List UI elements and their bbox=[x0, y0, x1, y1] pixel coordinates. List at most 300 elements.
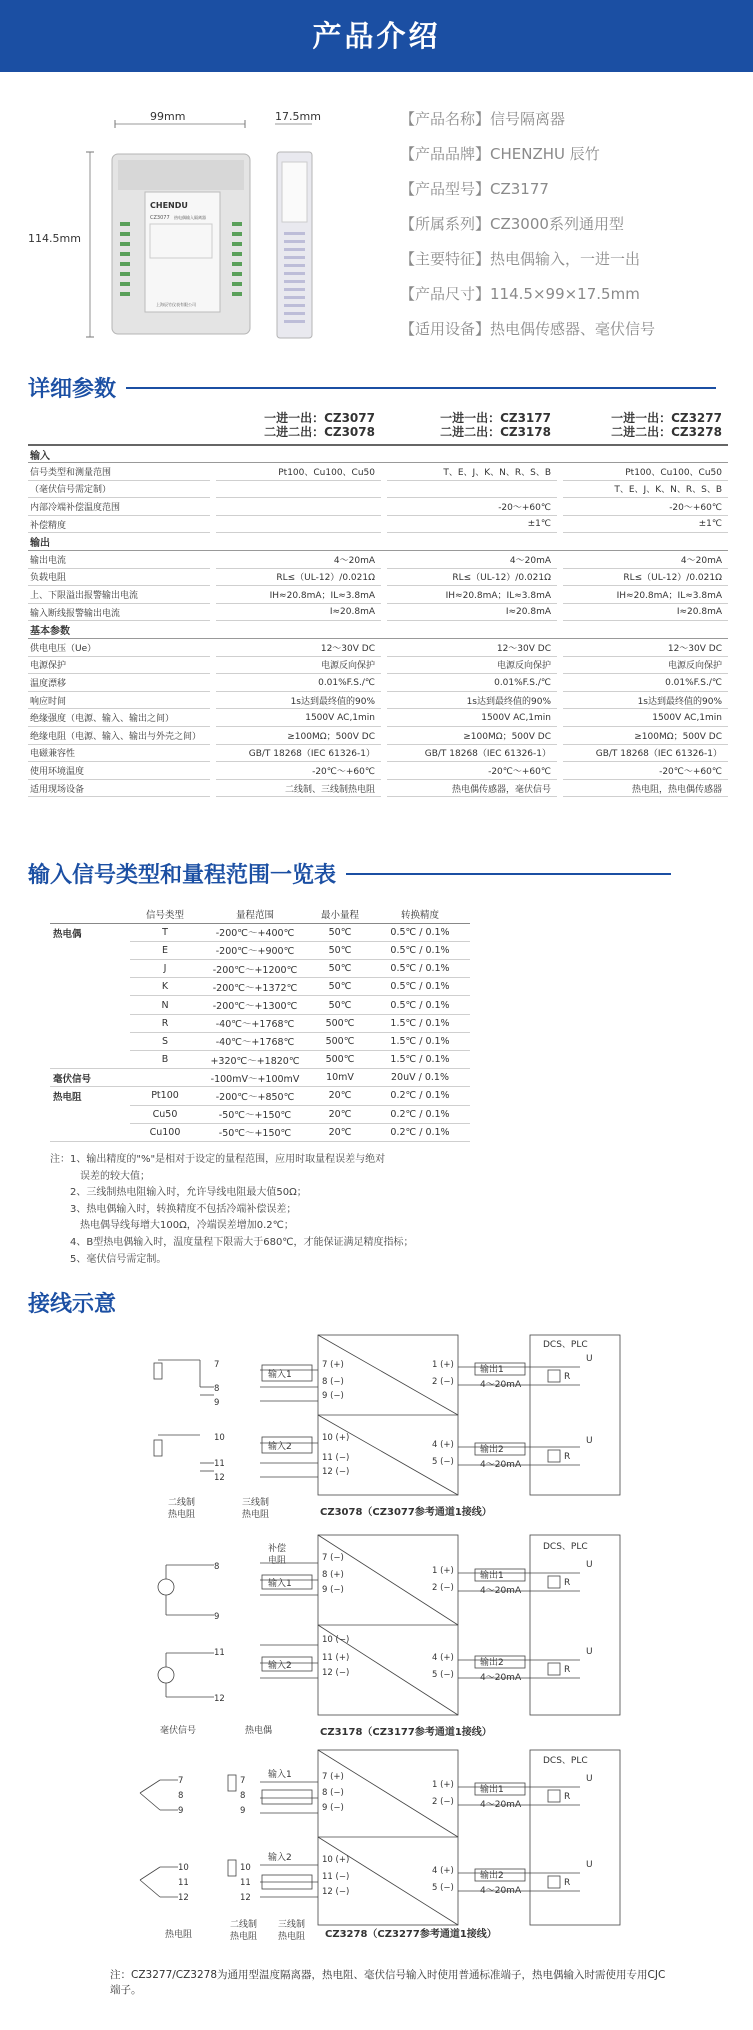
ranges-cell: -200℃～+400℃ bbox=[200, 923, 310, 941]
param-value: Pt100、Cu100、Cu50 bbox=[563, 463, 728, 481]
svg-text:10: 10 bbox=[178, 1863, 189, 1873]
ranges-header-row bbox=[50, 905, 470, 923]
param-label: 绝缘强度（电源、输入、输出之间） bbox=[28, 709, 210, 727]
param-value: RL≤（UL-12）/0.021Ω bbox=[563, 568, 728, 586]
param-value bbox=[216, 498, 381, 516]
supply-uo-label: U bbox=[586, 1436, 593, 1446]
svg-text:11: 11 bbox=[214, 1648, 225, 1658]
svg-text:1 (+): 1 (+) bbox=[432, 1566, 454, 1576]
svg-text:4 (+): 4 (+) bbox=[432, 1440, 454, 1450]
product-label-maker: 上海辰竹仪表有限公司 bbox=[156, 302, 196, 307]
svg-text:7: 7 bbox=[240, 1776, 246, 1786]
svg-text:4 (+): 4 (+) bbox=[432, 1866, 454, 1876]
ranges-cell: 50℃ bbox=[310, 996, 370, 1014]
param-value bbox=[387, 480, 557, 498]
param-label: 绝缘电阻（电源、输入、输出与外壳之间） bbox=[28, 727, 210, 745]
info-value: 热电偶输入，一进一出 bbox=[490, 250, 641, 268]
param-value: ±1℃ bbox=[563, 515, 728, 533]
info-row bbox=[400, 108, 745, 143]
svg-text:7 (−): 7 (−) bbox=[322, 1553, 344, 1563]
product-label-name: 热电偶输入隔离器 bbox=[174, 215, 206, 220]
sensor-label: 热电偶 bbox=[245, 1726, 273, 1736]
ranges-cell: K bbox=[130, 978, 200, 996]
sensor-label: 毫伏信号 bbox=[160, 1726, 197, 1736]
ranges-cell: 1.5℃ / 0.1% bbox=[370, 1032, 470, 1050]
comp-label: 补偿 bbox=[268, 1544, 287, 1554]
svg-text:5 (−): 5 (−) bbox=[432, 1457, 454, 1467]
param-value: IH≈20.8mA；IL≈3.8mA bbox=[216, 586, 381, 604]
col-header-line: 二进二出：CZ3178 bbox=[440, 424, 551, 439]
table-row bbox=[28, 480, 728, 498]
col-header-line: 二进二出：CZ3278 bbox=[611, 424, 722, 439]
info-value: CZ3000系列通用型 bbox=[490, 215, 624, 233]
ranges-cell: 50℃ bbox=[310, 960, 370, 978]
sensor-label: 三线制 bbox=[278, 1920, 306, 1930]
ranges-cell: R bbox=[130, 1014, 200, 1032]
wiring-diagram-cz3278 bbox=[140, 1750, 620, 1925]
ranges-cell: 500℃ bbox=[310, 1032, 370, 1050]
ranges-group-spacer bbox=[50, 1032, 130, 1050]
supply-uo-label: U bbox=[586, 1647, 593, 1657]
ranges-cell: 500℃ bbox=[310, 1014, 370, 1032]
ranges-group-title: 热电阻 bbox=[53, 1092, 82, 1104]
output-range: 4～20mA bbox=[480, 1886, 522, 1896]
table-row bbox=[28, 568, 728, 586]
dim-depth-label: 17.5mm bbox=[275, 110, 321, 123]
ranges-cell: 0.5℃ / 0.1% bbox=[370, 923, 470, 941]
svg-text:12: 12 bbox=[214, 1473, 225, 1483]
output-range: 4～20mA bbox=[480, 1800, 522, 1810]
table-row bbox=[28, 656, 728, 674]
svg-text:2 (−): 2 (−) bbox=[432, 1797, 454, 1807]
ranges-cell: 10mV bbox=[310, 1069, 370, 1087]
ranges-cell: -200℃～+850℃ bbox=[200, 1087, 310, 1105]
table-row bbox=[50, 1051, 470, 1069]
ranges-cell: -200℃～+1300℃ bbox=[200, 996, 310, 1014]
params-header-row bbox=[28, 405, 728, 445]
info-value: CZ3177 bbox=[490, 180, 549, 198]
ranges-group-spacer bbox=[50, 1051, 130, 1069]
svg-text:8 (+): 8 (+) bbox=[322, 1570, 344, 1580]
info-row bbox=[400, 213, 745, 248]
wiring-diagram-cz3178 bbox=[158, 1535, 620, 1715]
param-label: 负载电阻 bbox=[28, 568, 210, 586]
ranges-cell: 0.5℃ / 0.1% bbox=[370, 996, 470, 1014]
param-label: 信号类型和测量范围 bbox=[28, 463, 210, 481]
ranges-cell: -50℃～+150℃ bbox=[200, 1105, 310, 1123]
param-label: 补偿精度 bbox=[28, 515, 210, 533]
svg-text:9 (−): 9 (−) bbox=[322, 1391, 344, 1401]
info-row bbox=[400, 283, 745, 318]
table-row bbox=[50, 941, 470, 959]
param-value: 二线制、三线制热电阻 bbox=[216, 779, 381, 797]
ranges-cell: -50℃～+150℃ bbox=[200, 1123, 310, 1141]
ranges-section-title: 输入信号类型和量程范围一览表 bbox=[28, 863, 337, 888]
ranges-cell: -200℃～+1200℃ bbox=[200, 960, 310, 978]
product-info-list bbox=[400, 108, 745, 353]
param-label: 温度漂移 bbox=[28, 674, 210, 692]
svg-text:11: 11 bbox=[240, 1878, 251, 1888]
table-row bbox=[50, 1069, 470, 1087]
output-2-label: 输出2 bbox=[480, 1445, 504, 1455]
load-rl-label: R bbox=[564, 1578, 571, 1588]
param-label: 输出电流 bbox=[28, 551, 210, 569]
info-key: 【产品尺寸】 bbox=[400, 285, 491, 303]
table-row bbox=[28, 586, 728, 604]
note-line: 热电偶导线每增大100Ω，冷端误差增加0.2℃； bbox=[50, 1220, 294, 1232]
diagram-caption: CZ3178（CZ3177参考通道1接线） bbox=[320, 1727, 492, 1738]
param-label: 供电电压（Ue） bbox=[28, 639, 210, 657]
svg-text:10: 10 bbox=[214, 1433, 225, 1443]
svg-text:7: 7 bbox=[214, 1360, 220, 1370]
ranges-col-header: 量程范围 bbox=[200, 905, 310, 923]
wiring-diagrams bbox=[0, 1325, 753, 1945]
param-value: 电源反向保护 bbox=[563, 656, 728, 674]
note-line: 4、B型热电偶输入时，温度量程下限需大于680℃，才能保证满足精度指标； bbox=[50, 1236, 414, 1248]
param-label: （毫伏信号需定制） bbox=[28, 480, 210, 498]
param-label: 电源保护 bbox=[28, 656, 210, 674]
output-range: 4～20mA bbox=[480, 1673, 522, 1683]
section-divider bbox=[346, 873, 671, 875]
input-2-label: 输入2 bbox=[268, 1442, 292, 1452]
table-row bbox=[28, 515, 728, 533]
ranges-group-spacer bbox=[50, 1105, 130, 1123]
supply-uo-label: U bbox=[586, 1860, 593, 1870]
param-value: 1500V AC,1min bbox=[387, 709, 557, 727]
ranges-cell: 1.5℃ / 0.1% bbox=[370, 1051, 470, 1069]
output-1-label: 输出1 bbox=[480, 1571, 504, 1581]
dcs-label: DCS、PLC bbox=[543, 1542, 588, 1552]
table-row bbox=[50, 923, 470, 941]
input-2-label: 输入2 bbox=[268, 1661, 292, 1671]
sensor-label: 热电阻 bbox=[168, 1510, 196, 1520]
svg-text:10 (−): 10 (−) bbox=[322, 1635, 350, 1645]
svg-text:11: 11 bbox=[214, 1459, 225, 1469]
svg-text:11: 11 bbox=[178, 1878, 189, 1888]
param-value: ≥100MΩ；500V DC bbox=[387, 727, 557, 745]
output-range: 4～20mA bbox=[480, 1586, 522, 1596]
param-value: I≈20.8mA bbox=[387, 603, 557, 621]
ranges-cell: 0.5℃ / 0.1% bbox=[370, 978, 470, 996]
col-header-line: 二进二出：CZ3078 bbox=[264, 424, 375, 439]
svg-text:12 (−): 12 (−) bbox=[322, 1668, 350, 1678]
table-row bbox=[28, 498, 728, 516]
param-label: 适用现场设备 bbox=[28, 779, 210, 797]
ranges-cell: 20℃ bbox=[310, 1123, 370, 1141]
ranges-cell: Pt100 bbox=[130, 1087, 200, 1105]
ranges-cell: B bbox=[130, 1051, 200, 1069]
table-row bbox=[28, 709, 728, 727]
info-key: 【主要特征】 bbox=[400, 250, 491, 268]
param-value: 1500V AC,1min bbox=[216, 709, 381, 727]
svg-text:12: 12 bbox=[178, 1893, 189, 1903]
ranges-cell: 0.2℃ / 0.1% bbox=[370, 1123, 470, 1141]
svg-text:7 (+): 7 (+) bbox=[322, 1772, 344, 1782]
table-row bbox=[50, 1014, 470, 1032]
param-value: -20～+60℃ bbox=[563, 498, 728, 516]
info-value: 热电偶传感器、毫伏信号 bbox=[490, 320, 656, 338]
param-value: 0.01%F.S./℃ bbox=[387, 674, 557, 692]
info-row bbox=[400, 248, 745, 283]
sensor-label: 二线制 bbox=[168, 1498, 196, 1508]
dim-width-label: 99mm bbox=[150, 110, 186, 123]
wiring-diagram-cz3078 bbox=[154, 1335, 620, 1495]
svg-text:9: 9 bbox=[214, 1398, 220, 1408]
note-line: 误差的较大值； bbox=[50, 1170, 150, 1182]
param-value: -20～+60℃ bbox=[387, 498, 557, 516]
ranges-group-spacer bbox=[50, 1123, 130, 1141]
param-value: ±1℃ bbox=[387, 515, 557, 533]
ranges-col-header: 最小量程 bbox=[310, 905, 370, 923]
sensor-label: 热电阻 bbox=[230, 1932, 258, 1942]
ranges-section-header bbox=[28, 858, 671, 889]
supply-uo-label: U bbox=[586, 1560, 593, 1570]
dcs-label: DCS、PLC bbox=[543, 1340, 588, 1350]
table-row bbox=[50, 1087, 470, 1105]
param-value: I≈20.8mA bbox=[216, 603, 381, 621]
ranges-group-spacer bbox=[50, 996, 130, 1014]
diagram-caption: CZ3078（CZ3077参考通道1接线） bbox=[320, 1507, 492, 1518]
param-value: 12～30V DC bbox=[563, 639, 728, 657]
param-value: 1s达到最终值的90% bbox=[387, 691, 557, 709]
info-value: 114.5×99×17.5mm bbox=[490, 285, 640, 303]
ranges-cell: +320℃～+1820℃ bbox=[200, 1051, 310, 1069]
svg-text:4 (+): 4 (+) bbox=[432, 1653, 454, 1663]
param-value: 0.01%F.S./℃ bbox=[216, 674, 381, 692]
ranges-cell: N bbox=[130, 996, 200, 1014]
params-group-title: 输入 bbox=[28, 445, 728, 463]
param-value: T、E、J、K、N、R、S、B bbox=[563, 480, 728, 498]
ranges-cell: -200℃～+1372℃ bbox=[200, 978, 310, 996]
param-value: 12～30V DC bbox=[387, 639, 557, 657]
input-2-label: 输入2 bbox=[268, 1853, 292, 1863]
output-2-label: 输出2 bbox=[480, 1871, 504, 1881]
ranges-cell: 0.2℃ / 0.1% bbox=[370, 1105, 470, 1123]
param-value: GB/T 18268（IEC 61326-1） bbox=[563, 744, 728, 762]
table-row bbox=[50, 960, 470, 978]
info-key: 【产品名称】 bbox=[400, 110, 491, 128]
svg-text:12: 12 bbox=[240, 1893, 251, 1903]
load-rl-label: R bbox=[564, 1372, 571, 1382]
input-1-label: 输入1 bbox=[268, 1370, 292, 1380]
product-label-model: CZ3077 bbox=[150, 215, 170, 221]
table-row bbox=[50, 1123, 470, 1141]
ranges-group-spacer bbox=[50, 941, 130, 959]
ranges-cell: -200℃～+900℃ bbox=[200, 941, 310, 959]
wiring-section-title: 接线示意 bbox=[28, 1292, 117, 1317]
ranges-cell bbox=[130, 1069, 200, 1087]
ranges-cell: T bbox=[130, 923, 200, 941]
params-group-row bbox=[28, 445, 728, 463]
ranges-cell: -40℃～+1768℃ bbox=[200, 1032, 310, 1050]
param-value: 12～30V DC bbox=[216, 639, 381, 657]
param-label: 响应时间 bbox=[28, 691, 210, 709]
params-group-title: 基本参数 bbox=[28, 621, 728, 639]
sensor-label: 热电阻 bbox=[165, 1930, 193, 1940]
info-row bbox=[400, 143, 745, 178]
dim-height-label: 114.5mm bbox=[28, 232, 81, 245]
svg-text:1 (+): 1 (+) bbox=[432, 1780, 454, 1790]
param-value: 4～20mA bbox=[216, 551, 381, 569]
table-row bbox=[28, 674, 728, 692]
params-group-row bbox=[28, 533, 728, 551]
param-value: 1s达到最终值的90% bbox=[563, 691, 728, 709]
param-value: 4～20mA bbox=[563, 551, 728, 569]
param-value: 电源反向保护 bbox=[216, 656, 381, 674]
svg-text:10: 10 bbox=[240, 1863, 251, 1873]
ranges-cell: 50℃ bbox=[310, 923, 370, 941]
params-section-header bbox=[28, 372, 716, 403]
ranges-col-header: 信号类型 bbox=[130, 905, 200, 923]
info-key: 【所属系列】 bbox=[400, 215, 491, 233]
param-value: 电源反向保护 bbox=[387, 656, 557, 674]
param-value: ≥100MΩ；500V DC bbox=[563, 727, 728, 745]
params-table bbox=[28, 405, 728, 797]
table-row bbox=[28, 639, 728, 657]
table-row bbox=[50, 978, 470, 996]
info-row bbox=[400, 178, 745, 213]
svg-text:8 (−): 8 (−) bbox=[322, 1377, 344, 1387]
comp-label: 电阻 bbox=[268, 1556, 287, 1566]
param-value: ≥100MΩ；500V DC bbox=[216, 727, 381, 745]
param-label: 电磁兼容性 bbox=[28, 744, 210, 762]
load-rl-label: R bbox=[564, 1665, 571, 1675]
isolator-side-view bbox=[277, 152, 312, 338]
param-value: 热电阻，热电偶传感器 bbox=[563, 779, 728, 797]
wiring-footnote: 注：CZ3277/CZ3278为通用型温度隔离器，热电阻、毫伏信号输入时使用普通标准端子，热电偶输入时需使用专用CJC端子。 bbox=[110, 1969, 666, 1996]
ranges-cell: Cu50 bbox=[130, 1105, 200, 1123]
svg-text:11 (−): 11 (−) bbox=[322, 1872, 350, 1882]
table-row bbox=[28, 762, 728, 780]
output-1-label: 输出1 bbox=[480, 1365, 504, 1375]
col-header-line: 一进一出：CZ3277 bbox=[611, 410, 722, 425]
params-group-row bbox=[28, 621, 728, 639]
input-1-label: 输入1 bbox=[268, 1770, 292, 1780]
svg-text:9: 9 bbox=[240, 1806, 246, 1816]
ranges-cell: 0.5℃ / 0.1% bbox=[370, 941, 470, 959]
ranges-group-spacer bbox=[50, 978, 130, 996]
supply-uo-label: U bbox=[586, 1354, 593, 1364]
note-line: 3、热电偶输入时，转换精度不包括冷端补偿误差； bbox=[50, 1203, 297, 1215]
params-col-header bbox=[563, 405, 728, 445]
ranges-cell: 0.5℃ / 0.1% bbox=[370, 960, 470, 978]
svg-text:11 (+): 11 (+) bbox=[322, 1653, 350, 1663]
ranges-notes bbox=[50, 1152, 700, 1268]
output-2-label: 输出2 bbox=[480, 1658, 504, 1668]
svg-text:9: 9 bbox=[178, 1806, 184, 1816]
param-label: 内部冷端补偿温度范围 bbox=[28, 498, 210, 516]
ranges-cell: J bbox=[130, 960, 200, 978]
info-value: CHENZHU 辰竹 bbox=[490, 145, 600, 163]
ranges-cell: 1.5℃ / 0.1% bbox=[370, 1014, 470, 1032]
param-value: 4～20mA bbox=[387, 551, 557, 569]
sensor-label: 热电阻 bbox=[242, 1510, 270, 1520]
ranges-group-title: 毫伏信号 bbox=[50, 1069, 130, 1087]
load-rl-label: R bbox=[564, 1878, 571, 1888]
ranges-cell: 20℃ bbox=[310, 1105, 370, 1123]
param-value: IH≈20.8mA；IL≈3.8mA bbox=[563, 586, 728, 604]
output-1-label: 输出1 bbox=[480, 1785, 504, 1795]
note-line: 5、毫伏信号需定制。 bbox=[50, 1253, 167, 1265]
ranges-cell: -100mV～+100mV bbox=[200, 1069, 310, 1087]
param-value: RL≤（UL-12）/0.021Ω bbox=[387, 568, 557, 586]
svg-text:12 (−): 12 (−) bbox=[322, 1467, 350, 1477]
param-value: -20℃～+60℃ bbox=[387, 762, 557, 780]
info-key: 【产品型号】 bbox=[400, 180, 491, 198]
load-rl-label: R bbox=[564, 1452, 571, 1462]
page-banner: 产品介绍 bbox=[0, 0, 753, 72]
col-header-line: 一进一出：CZ3077 bbox=[264, 410, 375, 425]
table-row bbox=[28, 691, 728, 709]
param-value: GB/T 18268（IEC 61326-1） bbox=[216, 744, 381, 762]
section-divider bbox=[126, 387, 716, 389]
svg-text:10 (+): 10 (+) bbox=[322, 1433, 350, 1443]
ranges-group-spacer bbox=[50, 960, 130, 978]
product-logo: CHENDU bbox=[150, 201, 188, 210]
table-row bbox=[50, 1032, 470, 1050]
ranges-table bbox=[50, 905, 470, 1142]
ranges-col-header: 转换精度 bbox=[370, 905, 470, 923]
param-value: 热电偶传感器，毫伏信号 bbox=[387, 779, 557, 797]
ranges-group-title: 热电偶 bbox=[53, 928, 82, 940]
svg-text:8 (−): 8 (−) bbox=[322, 1788, 344, 1798]
param-value bbox=[216, 480, 381, 498]
sensor-label: 三线制 bbox=[242, 1498, 270, 1508]
param-label: 使用环境温度 bbox=[28, 762, 210, 780]
ranges-cell: 500℃ bbox=[310, 1051, 370, 1069]
isolator-front-view bbox=[112, 154, 250, 334]
note-line: 2、三线制热电阻输入时，允许导线电阻最大值50Ω； bbox=[50, 1187, 307, 1199]
table-row bbox=[28, 779, 728, 797]
param-value: I≈20.8mA bbox=[563, 603, 728, 621]
param-value: 1s达到最终值的90% bbox=[216, 691, 381, 709]
svg-text:9 (−): 9 (−) bbox=[322, 1803, 344, 1813]
svg-text:9: 9 bbox=[214, 1612, 220, 1622]
info-value: 信号隔离器 bbox=[490, 110, 566, 128]
svg-text:7: 7 bbox=[178, 1776, 184, 1786]
table-row bbox=[50, 1105, 470, 1123]
wiring-section-header bbox=[28, 1287, 116, 1318]
ranges-cell: 20℃ bbox=[310, 1087, 370, 1105]
terminal-labels bbox=[178, 1360, 454, 1903]
col-header-line: 一进一出：CZ3177 bbox=[440, 410, 551, 425]
ranges-cell: 50℃ bbox=[310, 978, 370, 996]
params-group-title: 输出 bbox=[28, 533, 728, 551]
sensor-label: 热电阻 bbox=[278, 1932, 306, 1942]
ranges-cell: S bbox=[130, 1032, 200, 1050]
params-col-header bbox=[216, 405, 381, 445]
ranges-cell: Cu100 bbox=[130, 1123, 200, 1141]
ranges-cell: 0.2℃ / 0.1% bbox=[370, 1087, 470, 1105]
ranges-cell: 20uV / 0.1% bbox=[370, 1069, 470, 1087]
params-section-title: 详细参数 bbox=[28, 377, 117, 402]
svg-text:5 (−): 5 (−) bbox=[432, 1670, 454, 1680]
svg-text:12 (−): 12 (−) bbox=[322, 1887, 350, 1897]
param-label: 输入断线报警输出电流 bbox=[28, 603, 210, 621]
svg-text:10 (+): 10 (+) bbox=[322, 1855, 350, 1865]
svg-text:2 (−): 2 (−) bbox=[432, 1583, 454, 1593]
svg-text:1 (+): 1 (+) bbox=[432, 1360, 454, 1370]
svg-text:2 (−): 2 (−) bbox=[432, 1377, 454, 1387]
diagram-caption: CZ3278（CZ3277参考通道1接线） bbox=[325, 1929, 497, 1940]
param-value: 0.01%F.S./℃ bbox=[563, 674, 728, 692]
table-row bbox=[50, 996, 470, 1014]
param-value bbox=[216, 515, 381, 533]
supply-uo-label: U bbox=[586, 1774, 593, 1784]
table-row bbox=[28, 463, 728, 481]
ranges-cell: 50℃ bbox=[310, 941, 370, 959]
ranges-header-empty bbox=[50, 905, 130, 923]
